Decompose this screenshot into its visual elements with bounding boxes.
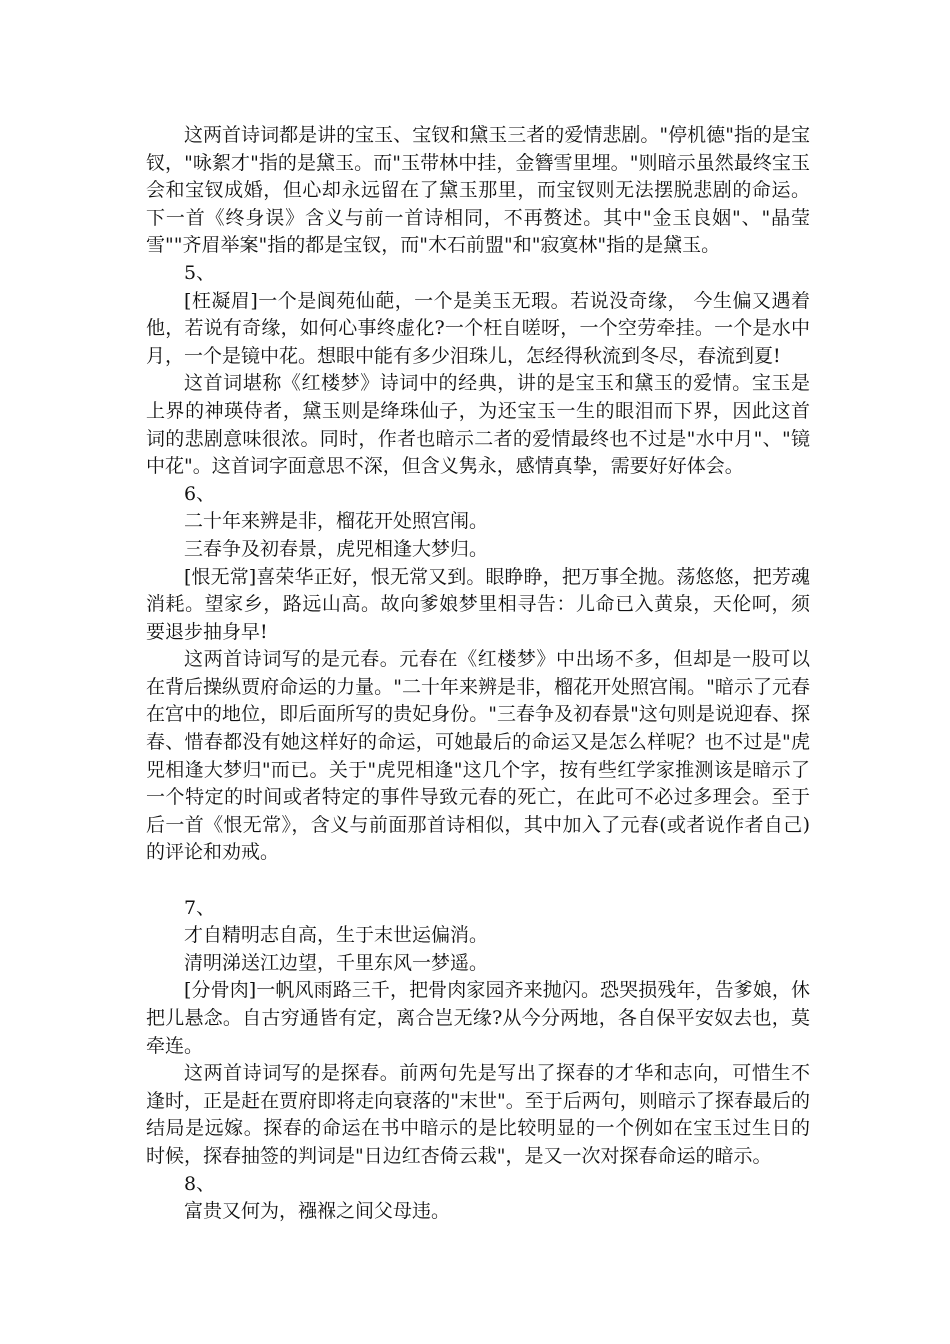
section-number-8: 8、 <box>184 1172 216 1195</box>
poem-line-7-1: 才自精明志自高，生于末世运偏消。 <box>184 924 489 947</box>
document-body <box>146 122 810 1226</box>
poem-line-8-1: 富贵又何为，襁褓之间父母违。 <box>184 1200 451 1223</box>
paragraph-analysis-4: 这两首诗词都是讲的宝玉、宝钗和黛玉三者的爱情悲剧。"停机德"指的是宝钗，"咏絮才"指的是黛玉。而"玉带林中挂，金簪雪里埋。"则暗示虽然最终宝玉会和宝钗成婚，但心却永远留在了黛玉那里，而宝钗则无法摆脱悲剧的命运。下一首《终身误》含义与前一首诗相同，不再赘述。其中"金玉良姻"、"晶莹雪""齐眉举案"指的都是宝钗，而"木石前盟"和"寂寞林"指的是黛玉。 <box>146 124 810 257</box>
paragraph-analysis-7: 这两首诗词写的是探春。前两句先是写出了探春的才华和志向，可惜生不逢时，正是赶在贾府即将走向衰落的"末世"。至于后两句，则暗示了探春最后的结局是远嫁。探春的命运在书中暗示的是比较明显的一个例如在宝玉过生日的时候，探春抽签的判词是"日边红杏倚云栽"，是又一次对探春命运的暗示。 <box>146 1062 810 1167</box>
lyric-hen-wu-chang: [恨无常]喜荣华正好，恨无常又到。眼睁睁，把万事全抛。荡悠悠，把芳魂消耗。望家乡，路远山高。故向爹娘梦里相寻告：儿命已入黄泉，天伦呵，须要退步抽身早! <box>146 565 810 643</box>
section-number-6: 6、 <box>184 482 216 505</box>
section-number-7: 7、 <box>184 896 216 919</box>
poem-line-6-2: 三春争及初春景，虎兕相逢大梦归。 <box>184 537 489 560</box>
poem-line-6-1: 二十年来辨是非，榴花开处照宫闱。 <box>184 510 489 533</box>
poem-line-7-2: 清明涕送江边望，千里东风一梦遥。 <box>184 951 489 974</box>
section-number-5: 5、 <box>184 261 216 284</box>
lyric-wang-ning-mei: [枉凝眉]一个是阆苑仙葩，一个是美玉无瑕。若说没奇缘， 今生偏又遇着他，若说有奇缘，如何心事终虚化?一个枉自嗟呀，一个空劳牵挂。一个是水中月，一个是镜中花。想眼中能有多少泪珠儿，怎经得秋流到冬尽，春流到夏! <box>146 289 810 367</box>
blank-line <box>146 867 810 895</box>
paragraph-analysis-5: 这首词堪称《红楼梦》诗词中的经典，讲的是宝玉和黛玉的爱情。宝玉是上界的神瑛侍者，黛玉则是绛珠仙子，为还宝玉一生的眼泪而下界，因此这首词的悲剧意味很浓。同时，作者也暗示二者的爱情最终也不过是"水中月"、"镜中花"。这首词字面意思不深，但含义隽永，感情真挚，需要好好体会。 <box>146 372 810 478</box>
paragraph-analysis-6: 这两首诗词写的是元春。元春在《红楼梦》中出场不多，但却是一股可以在背后操纵贾府命运的力量。"二十年来辨是非，榴花开处照宫闱。"暗示了元春在宫中的地位，即后面所写的贵妃身份。"三春争及初春景"这句则是说迎春、探春、惜春都没有她这样好的命运，可她最后的命运又是怎么样呢？也不过是"虎兕相逢大梦归"而已。关于"虎兕相逢"这几个字，按有些红学家推测该是暗示了一个特定的时间或者特定的事件导致元春的死亡，在此可不必过多理会。至于后一首《恨无常》，含义与前面那首诗相似，其中加入了元春(或者说作者自己)的评论和劝戒。 <box>146 648 810 864</box>
lyric-fen-gu-rou: [分骨肉]一帆风雨路三千，把骨肉家园齐来抛闪。恐哭损残年，告爹娘，休把儿悬念。自古穷通皆有定，离合岂无缘?从今分两地，各自保平安奴去也，莫牵连。 <box>146 979 810 1057</box>
